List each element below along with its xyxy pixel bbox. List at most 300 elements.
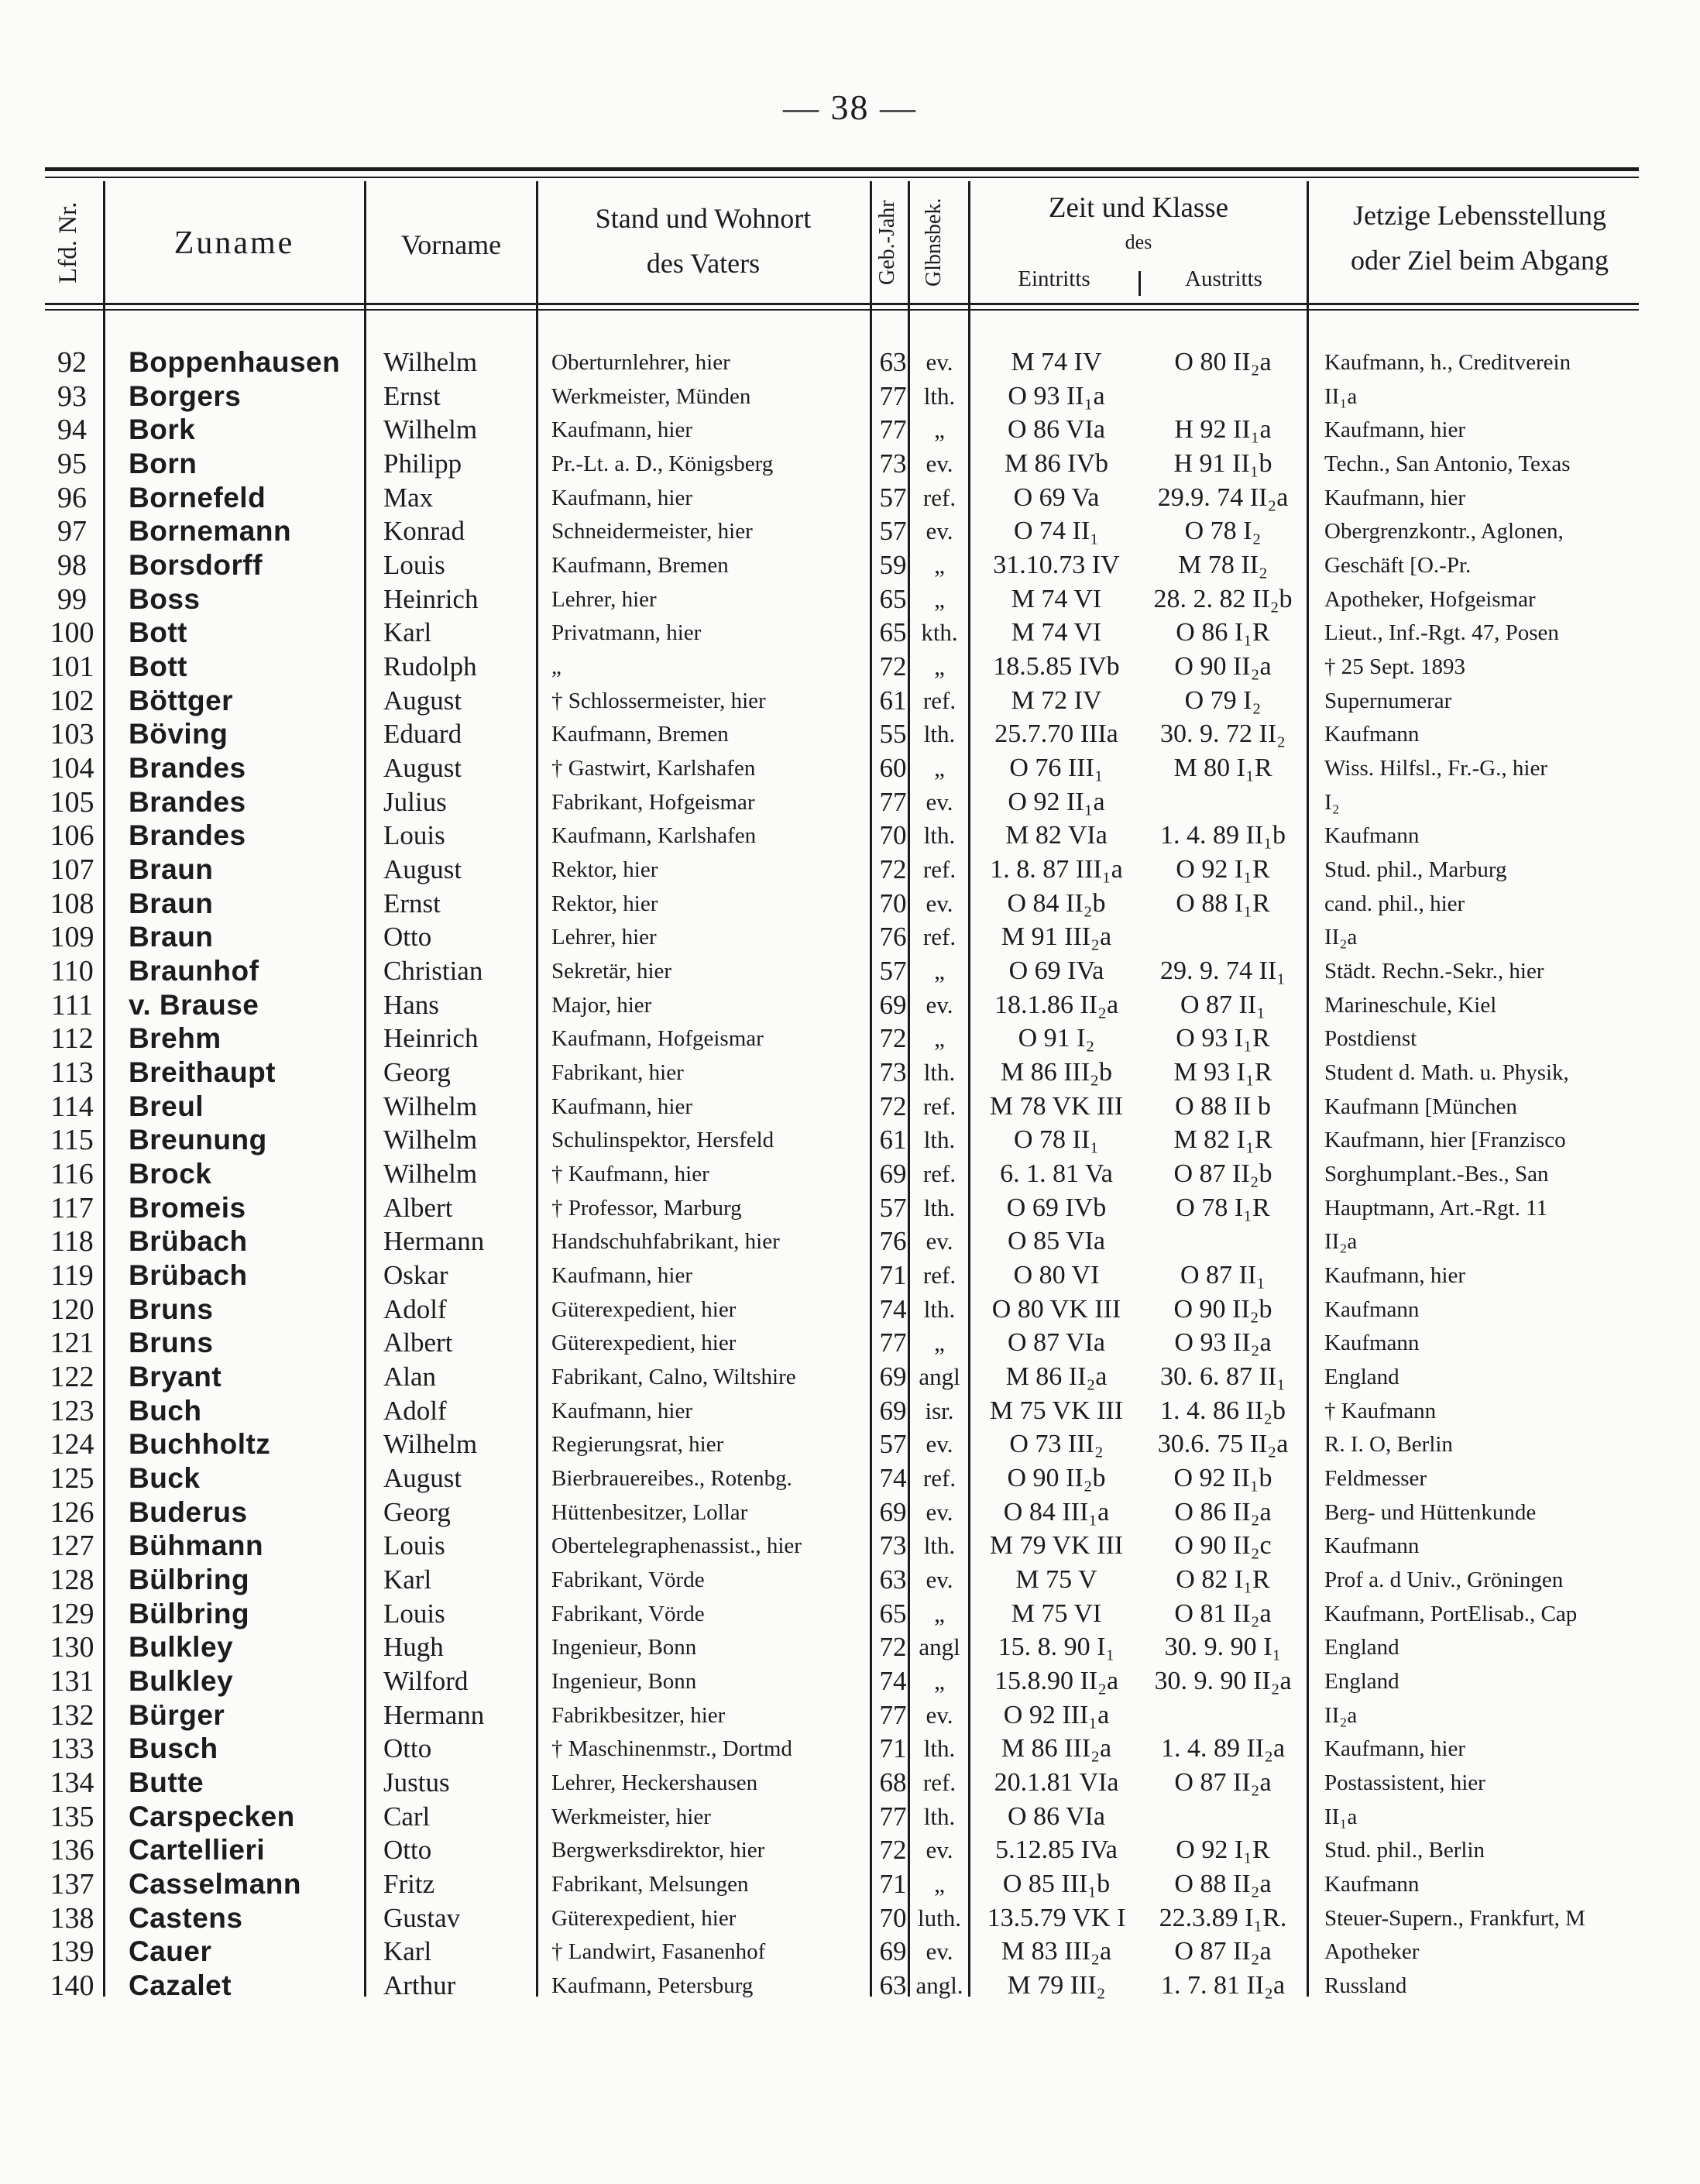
- row-bekenntnis: isr.: [925, 1396, 954, 1424]
- row-zuname: Buchholtz: [129, 1428, 271, 1461]
- row-austritt: M 78 II₂: [1178, 551, 1268, 580]
- row-vorname: Louis: [383, 1530, 445, 1561]
- row-bekenntnis: ev.: [926, 1566, 953, 1594]
- table-row: [0, 1394, 1700, 1428]
- row-eintritt: M 86 IVb: [1004, 449, 1109, 478]
- row-lebensstellung: England: [1324, 1365, 1399, 1390]
- row-geb-jahr: 77: [879, 414, 907, 445]
- table-row: [0, 1123, 1700, 1157]
- row-zuname: Braun: [129, 887, 214, 919]
- row-bekenntnis: „: [934, 957, 945, 985]
- row-geb-jahr: 57: [879, 516, 907, 547]
- row-austritt: [1142, 785, 1304, 819]
- header-eintritt-austritt-divider: [1138, 271, 1141, 296]
- row-stand-wohnort: Fabrikbesitzer, hier: [551, 1702, 726, 1728]
- row-geb-jahr: 61: [879, 1125, 907, 1156]
- row-geb-jahr: 69: [879, 989, 907, 1020]
- row-austritt: 1. 4. 89 II₁b: [1160, 821, 1286, 850]
- row-geb-jahr: 71: [879, 1869, 907, 1900]
- table-row: [0, 819, 1700, 853]
- row-number: 116: [50, 1158, 94, 1191]
- row-number: 99: [57, 582, 87, 616]
- row-vorname: Wilhelm: [383, 1159, 478, 1190]
- row-lebensstellung: Kaufmann: [1324, 1296, 1420, 1322]
- table-row: [0, 1259, 1700, 1293]
- row-austritt: [1142, 379, 1304, 414]
- row-number: 104: [50, 752, 94, 785]
- row-bekenntnis: kth.: [921, 619, 958, 647]
- row-geb-jahr: 69: [879, 1159, 907, 1190]
- row-geb-jahr: 70: [879, 820, 907, 851]
- row-geb-jahr: 77: [879, 1699, 907, 1730]
- row-lebensstellung: Berg- und Hüttenkunde: [1324, 1499, 1537, 1525]
- row-bekenntnis: ev.: [926, 1938, 953, 1966]
- row-lebensstellung: Kaufmann, PortElisab., Cap: [1324, 1601, 1578, 1626]
- row-zuname: Castens: [129, 1901, 243, 1934]
- row-geb-jahr: 77: [879, 1327, 907, 1358]
- row-zuname: Brock: [129, 1158, 212, 1190]
- header-lfd-nr: Lfd. Nr.: [54, 201, 82, 283]
- table-row: [0, 684, 1700, 718]
- header-eintritts: Eintritts: [1018, 266, 1090, 291]
- row-eintritt: O 87 VIa: [1008, 1328, 1105, 1358]
- row-bekenntnis: „: [934, 1599, 945, 1627]
- row-geb-jahr: 71: [879, 1260, 907, 1291]
- row-geb-jahr: 77: [879, 380, 907, 411]
- row-bekenntnis: „: [934, 653, 945, 681]
- row-stand-wohnort: Fabrikant, Vörde: [551, 1601, 705, 1626]
- row-zuname: Breunung: [129, 1124, 267, 1156]
- row-stand-wohnort: Fabrikant, hier: [551, 1060, 684, 1086]
- row-lebensstellung: II₂a: [1324, 925, 1358, 950]
- row-bekenntnis: ev.: [926, 991, 953, 1018]
- table-row: [0, 751, 1700, 785]
- row-stand-wohnort: Güterexpedient, hier: [551, 1296, 737, 1322]
- row-stand-wohnort: Werkmeister, hier: [551, 1804, 711, 1829]
- row-geb-jahr: 68: [879, 1767, 907, 1798]
- row-zuname: Bruns: [129, 1327, 214, 1359]
- row-number: 100: [50, 616, 94, 650]
- row-eintritt: M 75 VK III: [989, 1396, 1124, 1425]
- row-austritt: O 92 I₁R: [1176, 1835, 1270, 1865]
- row-eintritt: 15.8.90 II₂a: [994, 1667, 1119, 1696]
- row-eintritt: O 92 II₁a: [1008, 787, 1105, 816]
- row-austritt: O 78 I₂: [1184, 517, 1262, 546]
- row-zuname: Casselmann: [129, 1868, 301, 1901]
- row-eintritt: 18.1.86 II₂a: [994, 990, 1119, 1019]
- row-eintritt: 18.5.85 IVb: [993, 652, 1120, 682]
- table-row: [0, 1293, 1700, 1327]
- row-vorname: Alan: [383, 1362, 437, 1392]
- row-eintritt: M 74 IV: [1011, 348, 1102, 376]
- row-geb-jahr: 72: [879, 1835, 907, 1866]
- row-lebensstellung: Sorghumplant.-Bes., San: [1324, 1162, 1549, 1187]
- row-eintritt: 1. 8. 87 III₁a: [990, 855, 1123, 884]
- row-austritt: O 88 II₂a: [1174, 1870, 1272, 1899]
- row-lebensstellung: II₁a: [1324, 1804, 1358, 1829]
- row-geb-jahr: 61: [879, 685, 907, 716]
- row-lebensstellung: Kaufmann, hier: [1324, 1736, 1465, 1762]
- table-row: [0, 1698, 1700, 1732]
- row-austritt: O 92 I₁R: [1176, 855, 1270, 884]
- row-zuname: Böttger: [129, 684, 234, 716]
- row-number: 126: [50, 1495, 94, 1529]
- row-austritt: 30. 9. 90 II₂a: [1154, 1667, 1292, 1696]
- row-lebensstellung: Kaufmann, hier: [1324, 417, 1465, 443]
- row-bekenntnis: ref.: [922, 856, 956, 884]
- row-vorname: Hans: [383, 989, 439, 1020]
- row-number: 109: [50, 921, 94, 954]
- row-zuname: Braun: [129, 921, 214, 953]
- row-austritt: M 80 I₁R: [1173, 754, 1272, 783]
- row-lebensstellung: R. I. O, Berlin: [1324, 1432, 1453, 1458]
- row-austritt: 30. 6. 87 II₁: [1160, 1362, 1286, 1392]
- row-geb-jahr: 72: [879, 1090, 907, 1121]
- row-vorname: Wilhelm: [383, 1429, 478, 1460]
- row-lebensstellung: Kaufmann: [1324, 722, 1420, 747]
- table-row: [0, 1732, 1700, 1766]
- row-bekenntnis: lth.: [923, 1295, 956, 1323]
- row-vorname: Eduard: [383, 719, 462, 750]
- row-number: 98: [57, 549, 87, 582]
- row-number: 101: [50, 651, 94, 684]
- row-bekenntnis: ev.: [926, 517, 953, 545]
- row-stand-wohnort: Ingenieur, Bonn: [551, 1669, 697, 1695]
- row-number: 129: [50, 1597, 94, 1630]
- row-vorname: August: [383, 685, 462, 716]
- header-austritts: Austritts: [1185, 266, 1262, 291]
- row-number: 95: [57, 448, 87, 480]
- row-vorname: Max: [383, 482, 434, 513]
- row-bekenntnis: ref.: [922, 1769, 956, 1797]
- row-vorname: Karl: [383, 1936, 432, 1967]
- row-stand-wohnort: Kaufmann, Karlshafen: [551, 823, 757, 849]
- row-bekenntnis: lth.: [923, 1126, 956, 1154]
- row-stand-wohnort: Rektor, hier: [551, 857, 658, 883]
- table-row: [0, 379, 1700, 414]
- row-zuname: Carspecken: [129, 1800, 295, 1832]
- table-row: [0, 1157, 1700, 1191]
- row-bekenntnis: „: [934, 1025, 945, 1053]
- row-zuname: Breithaupt: [129, 1056, 276, 1089]
- row-zuname: Bulkley: [129, 1665, 234, 1698]
- row-stand-wohnort: Kaufmann, hier: [551, 1398, 692, 1423]
- table-row: [0, 785, 1700, 819]
- row-geb-jahr: 74: [879, 1293, 907, 1324]
- row-geb-jahr: 65: [879, 1598, 907, 1629]
- row-number: 107: [50, 853, 94, 887]
- row-stand-wohnort: Kaufmann, Hofgeismar: [551, 1026, 764, 1052]
- header-jetzige-line1: Jetzige Lebensstellung: [1353, 200, 1606, 231]
- row-eintritt: 5.12.85 IVa: [995, 1835, 1118, 1865]
- row-stand-wohnort: Hüttenbesitzer, Lollar: [551, 1499, 748, 1525]
- row-stand-wohnort: Kaufmann, hier: [551, 1094, 692, 1119]
- row-zuname: Buch: [129, 1394, 202, 1427]
- row-austritt: [1142, 920, 1304, 954]
- row-geb-jahr: 73: [879, 1057, 907, 1088]
- row-lebensstellung: Student d. Math. u. Physik,: [1324, 1060, 1569, 1086]
- row-zuname: Busch: [129, 1732, 218, 1765]
- row-eintritt: M 79 III₂: [1007, 1971, 1106, 2000]
- row-austritt: O 92 II₁b: [1173, 1464, 1272, 1493]
- row-lebensstellung: † 25 Sept. 1893: [1324, 654, 1466, 680]
- row-austritt: O 81 II₂a: [1174, 1599, 1272, 1628]
- row-number: 96: [57, 481, 87, 514]
- row-number: 136: [50, 1834, 94, 1867]
- row-vorname: Ernst: [383, 888, 441, 919]
- row-vorname: Fritz: [383, 1869, 435, 1900]
- row-stand-wohnort: Pr.-Lt. a. D., Königsberg: [551, 452, 774, 476]
- row-zuname: Bott: [129, 616, 187, 649]
- row-number: 139: [50, 1935, 94, 1969]
- row-geb-jahr: 63: [879, 347, 907, 377]
- row-vorname: Georg: [383, 1496, 451, 1527]
- row-eintritt: O 85 VIa: [1008, 1227, 1105, 1256]
- row-number: 124: [50, 1428, 94, 1461]
- row-eintritt: M 72 IV: [1011, 685, 1102, 715]
- header-glbnsbek: Glbnsbek.: [922, 197, 946, 287]
- row-bekenntnis: ref.: [922, 686, 956, 714]
- row-stand-wohnort: † Professor, Marburg: [551, 1195, 742, 1221]
- row-vorname: Otto: [383, 1733, 432, 1764]
- row-lebensstellung: Kaufmann, h., Creditverein: [1324, 350, 1571, 375]
- row-lebensstellung: Obergrenzkontr., Aglonen,: [1324, 519, 1564, 544]
- row-bekenntnis: ev.: [926, 1836, 953, 1864]
- row-zuname: Bott: [129, 651, 187, 683]
- row-zuname: Breul: [129, 1090, 204, 1122]
- row-bekenntnis: luth.: [918, 1904, 961, 1932]
- table-row: [0, 1969, 1700, 2003]
- table-row: [0, 920, 1700, 954]
- row-geb-jahr: 69: [879, 1496, 907, 1527]
- row-austritt: O 87 II₂a: [1174, 1937, 1272, 1966]
- row-bekenntnis: lth.: [923, 822, 956, 850]
- row-austritt: O 90 II₂a: [1174, 652, 1272, 682]
- row-bekenntnis: ev.: [926, 1701, 953, 1729]
- row-zuname: Brandes: [129, 785, 246, 818]
- row-austritt: O 90 II₂c: [1174, 1531, 1272, 1561]
- row-geb-jahr: 76: [879, 922, 907, 953]
- row-number: 125: [50, 1462, 94, 1495]
- row-stand-wohnort: Kaufmann, hier: [551, 485, 692, 510]
- row-eintritt: O 78 II₁: [1013, 1125, 1100, 1155]
- row-vorname: Hermann: [383, 1699, 485, 1730]
- row-geb-jahr: 57: [879, 956, 907, 987]
- row-lebensstellung: Lieut., Inf.-Rgt. 47, Posen: [1324, 620, 1559, 646]
- row-lebensstellung: Marineschule, Kiel: [1324, 992, 1497, 1018]
- row-bekenntnis: „: [934, 1667, 945, 1695]
- table-row: [0, 1191, 1700, 1225]
- row-lebensstellung: Hauptmann, Art.-Rgt. 11: [1324, 1195, 1548, 1221]
- row-zuname: Borsdorff: [129, 549, 263, 582]
- row-number: 132: [50, 1698, 94, 1732]
- row-stand-wohnort: † Gastwirt, Karlshafen: [551, 756, 756, 781]
- row-stand-wohnort: Rektor, hier: [551, 891, 658, 916]
- row-number: 131: [50, 1665, 94, 1698]
- row-vorname: Hugh: [383, 1632, 444, 1663]
- row-bekenntnis: „: [934, 754, 945, 782]
- row-zuname: Cartellieri: [129, 1834, 266, 1866]
- row-stand-wohnort: Privatmann, hier: [551, 620, 702, 646]
- table-row: [0, 1563, 1700, 1597]
- row-vorname: Oskar: [383, 1260, 448, 1291]
- table-row: [0, 345, 1700, 379]
- table-row: [0, 582, 1700, 616]
- row-zuname: Bülbring: [129, 1564, 250, 1596]
- row-eintritt: O 73 III₂: [1009, 1430, 1104, 1459]
- table-row: [0, 1427, 1700, 1461]
- row-stand-wohnort: „: [551, 654, 562, 680]
- row-bekenntnis: lth.: [923, 1193, 956, 1221]
- row-bekenntnis: „: [934, 585, 945, 613]
- row-zuname: Bürger: [129, 1698, 225, 1731]
- row-austritt: [1142, 1224, 1304, 1259]
- row-zuname: Brehm: [129, 1022, 222, 1055]
- table-row: [0, 1664, 1700, 1698]
- header-zuname: Zuname: [173, 225, 295, 261]
- row-number: 130: [50, 1631, 94, 1664]
- row-stand-wohnort: Güterexpedient, hier: [551, 1905, 737, 1931]
- row-number: 102: [50, 684, 94, 717]
- row-bekenntnis: „: [934, 551, 945, 579]
- header-bottom-rule: [45, 303, 1639, 305]
- row-lebensstellung: Apotheker, Hofgeismar: [1324, 586, 1536, 612]
- row-eintritt: M 86 III₂b: [1000, 1058, 1113, 1087]
- table-row: [0, 717, 1700, 751]
- row-geb-jahr: 72: [879, 1023, 907, 1054]
- row-vorname: Albert: [383, 1327, 453, 1358]
- row-stand-wohnort: Bergwerksdirektor, hier: [551, 1838, 765, 1863]
- table-row: [0, 1766, 1700, 1800]
- row-eintritt: 31.10.73 IV: [993, 551, 1120, 580]
- row-number: 120: [50, 1293, 94, 1326]
- row-stand-wohnort: Fabrikant, Hofgeismar: [551, 789, 755, 815]
- row-lebensstellung: Feldmesser: [1324, 1466, 1427, 1492]
- table-row: [0, 1056, 1700, 1090]
- table-row: [0, 887, 1700, 921]
- row-zuname: Brandes: [129, 819, 246, 852]
- row-austritt: O 78 I₁R: [1176, 1193, 1270, 1222]
- row-lebensstellung: Kaufmann: [1324, 1872, 1420, 1897]
- row-zuname: Bromeis: [129, 1191, 246, 1224]
- row-eintritt: O 80 VK III: [991, 1294, 1121, 1324]
- row-number: 111: [50, 988, 94, 1022]
- top-rule-thin: [45, 177, 1639, 178]
- table-row: [0, 481, 1700, 515]
- row-bekenntnis: „: [934, 1329, 945, 1357]
- row-geb-jahr: 63: [879, 1564, 907, 1595]
- table-row: [0, 1360, 1700, 1394]
- row-number: 114: [50, 1090, 94, 1123]
- row-vorname: Heinrich: [383, 583, 479, 614]
- table-row: [0, 1090, 1700, 1124]
- table-row: [0, 1461, 1700, 1495]
- row-eintritt: M 74 VI: [1011, 584, 1102, 613]
- row-number: 94: [57, 414, 87, 447]
- row-eintritt: O 85 III₁b: [1002, 1870, 1111, 1899]
- row-eintritt: 13.5.79 VK I: [987, 1903, 1126, 1932]
- row-bekenntnis: ev.: [926, 889, 953, 917]
- row-eintritt: M 79 VK III: [989, 1531, 1124, 1561]
- row-number: 133: [50, 1732, 94, 1766]
- row-austritt: [1142, 1800, 1304, 1834]
- row-stand-wohnort: Lehrer, hier: [551, 586, 657, 612]
- row-zuname: Butte: [129, 1767, 204, 1799]
- row-zuname: Buck: [129, 1462, 201, 1495]
- row-vorname: Wilhelm: [383, 1125, 478, 1156]
- table-row: [0, 447, 1700, 481]
- row-austritt: M 82 I₁R: [1173, 1125, 1272, 1155]
- row-stand-wohnort: Sekretär, hier: [551, 959, 672, 984]
- row-eintritt: M 91 III₂a: [1001, 922, 1112, 952]
- row-zuname: Brübach: [129, 1225, 248, 1258]
- row-eintritt: M 83 III₂a: [1001, 1937, 1112, 1966]
- row-vorname: Louis: [383, 820, 445, 851]
- table-row: [0, 1833, 1700, 1867]
- row-vorname: Christian: [383, 956, 483, 987]
- row-vorname: Karl: [383, 1564, 432, 1595]
- row-geb-jahr: 77: [879, 1801, 907, 1832]
- row-zuname: Brandes: [129, 752, 246, 785]
- row-bekenntnis: „: [934, 416, 945, 444]
- row-eintritt: 15. 8. 90 I₁: [998, 1633, 1115, 1662]
- row-vorname: Gustav: [383, 1902, 461, 1933]
- row-stand-wohnort: Lehrer, Heckershausen: [551, 1770, 758, 1796]
- row-eintritt: O 86 VIa: [1008, 1801, 1105, 1831]
- row-geb-jahr: 69: [879, 1362, 907, 1392]
- row-stand-wohnort: Güterexpedient, hier: [551, 1331, 737, 1356]
- row-eintritt: O 91 I₂: [1018, 1024, 1095, 1053]
- row-austritt: O 90 II₂b: [1173, 1294, 1272, 1324]
- row-eintritt: O 76 III₁: [1009, 754, 1104, 783]
- row-vorname: Albert: [383, 1192, 453, 1223]
- row-eintritt: O 90 II₂b: [1007, 1464, 1106, 1493]
- table-row: [0, 1800, 1700, 1834]
- row-stand-wohnort: † Maschinenmstr., Dortmd: [551, 1736, 792, 1762]
- row-bekenntnis: ev.: [926, 349, 953, 376]
- row-austritt: 28. 2. 82 II₂b: [1153, 584, 1293, 613]
- row-bekenntnis: ref.: [922, 923, 956, 951]
- row-number: 121: [50, 1327, 94, 1360]
- row-bekenntnis: angl: [919, 1633, 960, 1661]
- row-bekenntnis: ref.: [922, 1262, 956, 1289]
- row-geb-jahr: 65: [879, 583, 907, 614]
- row-eintritt: M 74 VI: [1011, 618, 1102, 647]
- row-zuname: Boppenhausen: [129, 346, 341, 378]
- row-stand-wohnort: Kaufmann, Petersburg: [551, 1973, 754, 1999]
- row-number: 105: [50, 785, 94, 819]
- row-stand-wohnort: Werkmeister, Münden: [551, 383, 751, 409]
- row-eintritt: O 69 IVb: [1006, 1193, 1107, 1222]
- row-stand-wohnort: Lehrer, hier: [551, 925, 657, 950]
- table-row: [0, 1224, 1700, 1259]
- row-austritt: 30. 9. 72 II₂: [1160, 719, 1286, 749]
- row-vorname: Wilford: [383, 1666, 469, 1697]
- table-row: [0, 1597, 1700, 1631]
- row-lebensstellung: Supernumerar: [1324, 688, 1452, 713]
- row-eintritt: M 82 VIa: [1005, 821, 1108, 850]
- row-zuname: v. Brause: [129, 988, 259, 1021]
- row-lebensstellung: Steuer-Supern., Frankfurt, M: [1324, 1905, 1585, 1931]
- row-austritt: O 87 II₁: [1180, 1261, 1266, 1290]
- row-lebensstellung: Kaufmann: [1324, 823, 1420, 849]
- row-zuname: Bruns: [129, 1293, 214, 1325]
- row-austritt: 1. 7. 81 II₂a: [1160, 1971, 1286, 2000]
- row-lebensstellung: Geschäft [O.-Pr.: [1324, 553, 1472, 579]
- header-zeit-line1: Zeit und Klasse: [1048, 192, 1229, 224]
- row-number: 106: [50, 819, 94, 853]
- table-row: [0, 1529, 1700, 1563]
